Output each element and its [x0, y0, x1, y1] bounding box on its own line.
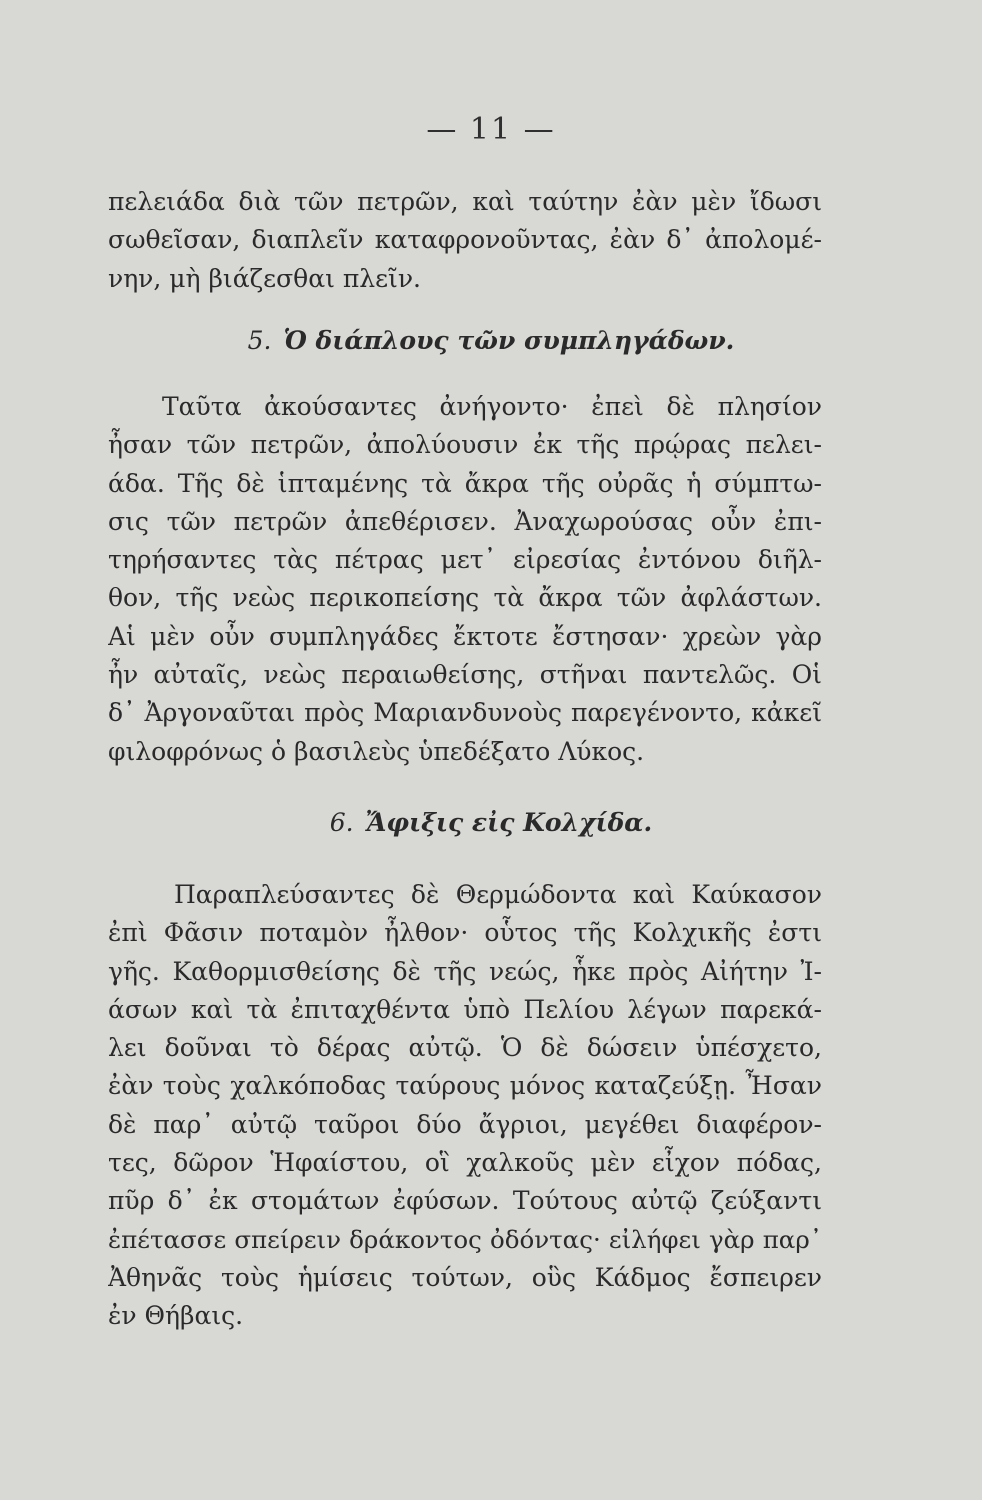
text-line: ἐὰν τοὺς χαλκόποδας ταύρους μόνος καταζεύξῃ. Ἦσαν	[108, 1071, 822, 1101]
text-line: Ἀθηνᾶς τοὺς ἡμίσεις τούτων, οὓς Κάδμος ἔσπειρεν	[108, 1262, 822, 1292]
text-line: ἦν αὐταῖς, νεὼς περαιωθείσης, στῆναι παντελῶς. Οἱ	[108, 660, 822, 690]
intro-paragraph	[108, 183, 822, 298]
text-line: τες, δῶρον Ἡφαίστου, οἳ χαλκοῦς μὲν εἶχον πόδας,	[108, 1148, 822, 1178]
section-5-heading	[0, 326, 982, 355]
text-line: δὲ παρ᾽ αὐτῷ ταῦροι δύο ἄγριοι, μεγέθει διαφέρον-	[108, 1109, 822, 1139]
text-line: δ᾽ Ἀργοναῦται πρὸς Μαριανδυνοὺς παρεγένοντο, κἀκεῖ	[108, 698, 822, 728]
section-6-heading	[0, 808, 982, 837]
text-line: άδα. Τῆς δὲ ἱπταμένης τὰ ἄκρα τῆς οὐρᾶς ἡ σύμπτω-	[108, 468, 822, 498]
section-6-number: 6.	[329, 808, 354, 837]
text-line: θον, τῆς νεὼς περικοπείσης τὰ ἄκρα τῶν ἀφλάστων.	[108, 583, 822, 613]
text-line: πελειάδα διὰ τῶν πετρῶν, καὶ ταύτην ἐὰν μὲν ἴδωσι	[108, 187, 822, 216]
text-line: Παραπλεύσαντες δὲ Θερμώδοντα καὶ Καύκασον	[174, 880, 822, 909]
text-line: ἐπὶ Φᾶσιν ποταμὸν ἦλθον· οὗτος τῆς Κολχικῆς ἐστι	[108, 918, 822, 948]
text-line: πῦρ δ᾽ ἐκ στομάτων ἐφύσων. Τούτους αὐτῷ ζεύξαντι	[108, 1186, 822, 1216]
text-line: γῆς. Καθορμισθείσης δὲ τῆς νεώς, ἧκε πρὸς Αἰήτην Ἰ-	[108, 956, 822, 986]
text-line: σωθεῖσαν, διαπλεῖν καταφρονοῦντας, ἐὰν δ᾽ ἀπολομέ-	[108, 225, 822, 255]
text-line: φιλοφρόνως ὁ βασιλεὺς ὑπεδέξατο Λύκος.	[108, 736, 645, 766]
page-number: — 11 —	[426, 112, 556, 147]
text-line: λει δοῦναι τὸ δέρας αὐτῷ. Ὁ δὲ δώσειν ὑπέσχετο,	[108, 1033, 822, 1063]
section-6-title: Ἄφιξις εἰς Κολχίδα.	[365, 808, 653, 837]
text-line: ἐπέτασσε σπείρειν δράκοντος ὀδόντας· εἰλήφει γὰρ παρ᾽	[108, 1224, 822, 1254]
text-line: σις τῶν πετρῶν ἀπεθέρισεν. Ἀναχωρούσας οὖν ἐπι-	[108, 506, 822, 536]
text-line: άσων καὶ τὰ ἐπιταχθέντα ὑπὸ Πελίου λέγων παρεκά-	[108, 994, 822, 1024]
text-line: τηρήσαντες τὰς πέτρας μετ᾽ εἰρεσίας ἐντόνου διῆλ-	[108, 545, 822, 575]
text-line: ἐν Θήβαις.	[108, 1301, 244, 1331]
section-5-body	[108, 388, 822, 771]
section-6-body	[108, 876, 822, 1336]
section-5-title: Ὁ διάπλους τῶν συμπληγάδων.	[283, 326, 735, 355]
section-5-number: 5.	[247, 326, 272, 355]
text-line: Αἱ μὲν οὖν συμπληγάδες ἔκτοτε ἔστησαν· χρεὼν γὰρ	[108, 621, 822, 651]
text-line: νην, μὴ βιάζεσθαι πλεῖν.	[108, 263, 422, 293]
text-line: Ταῦτα ἀκούσαντες ἀνήγοντο· ἐπεὶ δὲ πλησίον	[162, 392, 822, 421]
text-line: ἦσαν τῶν πετρῶν, ἀπολύουσιν ἐκ τῆς πρῴρας πελει-	[108, 430, 822, 460]
